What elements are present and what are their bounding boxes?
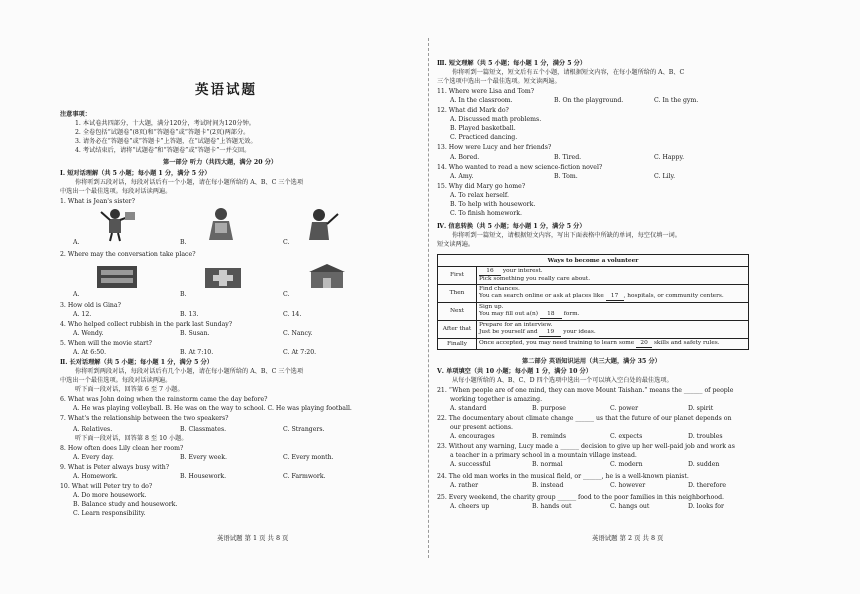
option: D. troubles bbox=[688, 433, 723, 440]
question-21-cont: working together is amazing. bbox=[450, 396, 543, 403]
cell-text: , hospitals, or community centers. bbox=[623, 293, 724, 299]
option: D. therefore bbox=[688, 482, 727, 489]
option: B. Housework. bbox=[180, 473, 227, 480]
option: A. Bored. bbox=[450, 154, 480, 161]
question-6: 6. What was John doing when the rainstorm came the day before? bbox=[60, 396, 268, 403]
section4-heading: Ⅳ. 信息转换（共 5 小题；每小题 1 分，满分 5 分） bbox=[437, 223, 586, 230]
option: A. He was playing volleyball. B. He was on the way to school. C. He was playing football. bbox=[73, 405, 352, 412]
cell-text: You may fill out a(n) bbox=[479, 311, 538, 317]
question-11: 11. Where were Lisa and Tom? bbox=[437, 88, 535, 95]
option: A. To relax herself. bbox=[450, 192, 509, 199]
question-14: 14. Who wanted to read a new science-fiction novel? bbox=[437, 164, 603, 171]
option: B. Played basketball. bbox=[450, 125, 516, 132]
section5-heading: Ⅴ. 单项填空（共 10 小题；每小题 1 分，满分 10 分） bbox=[437, 368, 592, 375]
step-label: First bbox=[438, 267, 477, 285]
cell-text: skills and safety rules. bbox=[653, 340, 720, 346]
question-13: 13. How were Lucy and her friends? bbox=[437, 144, 552, 151]
musician-picture-icon bbox=[97, 206, 137, 242]
option: D. spirit bbox=[688, 405, 714, 412]
table-cell bbox=[477, 267, 749, 285]
table-cell bbox=[477, 339, 749, 350]
option: B. Every week. bbox=[180, 454, 227, 461]
blank-20: 20 bbox=[636, 340, 652, 348]
option: C. In the gym. bbox=[654, 97, 699, 104]
question-9: 9. What is Peter always busy with? bbox=[60, 464, 170, 471]
cell-text: Just be yourself and bbox=[479, 329, 538, 335]
section2-instruction: 你将听到两段对话，每段对话后有几个小题，请在每小题所给的 A、B、C 三个选项 bbox=[75, 368, 304, 375]
step-label: Finally bbox=[438, 339, 477, 350]
pic-label: B. bbox=[180, 239, 187, 246]
section4-instruction: 短文读两遍。 bbox=[437, 241, 475, 248]
section5-instruction: 从每小题所给的 A、B、C、D 四个选项中选出一个可以填入空白处的最佳选项。 bbox=[452, 377, 673, 384]
option: C. 14. bbox=[283, 311, 302, 318]
notice-item: 3. 请务必在“答题卷”或“答题卡”上答题，在“试题卷”上答题无效。 bbox=[75, 138, 257, 145]
section4-instruction: 你将听到一篇短文，请根据短文内容，写出下面表格中所缺的单词，每空仅填一词。 bbox=[452, 232, 681, 239]
question-5: 5. When will the movie start? bbox=[60, 340, 152, 347]
question-22-cont: our present actions. bbox=[450, 424, 513, 431]
option: D. looks for bbox=[688, 503, 724, 510]
option: A. 12. bbox=[73, 311, 92, 318]
option: A. Wendy. bbox=[73, 330, 104, 337]
cell-text: Find chances. bbox=[479, 286, 520, 292]
cell-text: your ideas. bbox=[563, 329, 596, 335]
option: B. Susan. bbox=[180, 330, 210, 337]
step-label: Then bbox=[438, 285, 477, 303]
table-cell bbox=[477, 321, 749, 339]
option: B. At 7:10. bbox=[180, 349, 214, 356]
cell-text: Pick something you really care about. bbox=[479, 276, 591, 282]
section3-heading: Ⅲ. 短文理解（共 5 小题；每小题 1 分，满分 5 分） bbox=[437, 60, 587, 67]
option: B. instead bbox=[532, 482, 564, 489]
section1-heading: Ⅰ. 短对话理解（共 5 小题；每小题 1 分，满分 5 分） bbox=[60, 170, 211, 177]
option: C. Nancy. bbox=[283, 330, 313, 337]
teacher-picture-icon bbox=[305, 206, 341, 242]
option: C. Practiced dancing. bbox=[450, 134, 518, 141]
exam-title: 英语试题 bbox=[195, 82, 257, 98]
info-table bbox=[437, 254, 749, 350]
option: A. successful bbox=[450, 461, 491, 468]
option: A. Discussed math problems. bbox=[450, 116, 542, 123]
option: B. Tired. bbox=[554, 154, 582, 161]
table-heading: Ways to become a volunteer bbox=[438, 255, 749, 267]
pic-label: A. bbox=[73, 239, 80, 246]
option: A. cheers up bbox=[450, 503, 490, 510]
option: B. purpose bbox=[532, 405, 566, 412]
question-15: 15. Why did Mary go home? bbox=[437, 183, 526, 190]
step-label: After that bbox=[438, 321, 477, 339]
question-24: 24. The old man works in the musical field, or ______, he is a well-known pianist. bbox=[437, 473, 689, 480]
question-8: 8. How often does Lily clean her room? bbox=[60, 445, 184, 452]
option: A. Relatives. bbox=[73, 426, 113, 433]
option: B. normal bbox=[532, 461, 563, 468]
option: B. To help with housework. bbox=[450, 201, 536, 208]
pic-label: B. bbox=[180, 291, 187, 298]
option: A. In the classroom. bbox=[450, 97, 513, 104]
question-10: 10. What will Peter try to do? bbox=[60, 483, 153, 490]
option: C. modern bbox=[610, 461, 643, 468]
option: A. Every day. bbox=[73, 454, 114, 461]
question-1: 1. What is Jean's sister? bbox=[60, 198, 135, 205]
question-21: 21. “When people are of one mind, they can move Mount Taishan.” means the ______ of people bbox=[437, 387, 734, 394]
pic-label: C. bbox=[283, 291, 290, 298]
cell-text: form. bbox=[563, 311, 580, 317]
store-picture-icon bbox=[305, 262, 349, 290]
page-divider bbox=[428, 38, 429, 558]
notice-item: 2. 全卷包括“试题卷”(8页)和“答题卷”或“答题卡”(2页)两部分。 bbox=[75, 129, 250, 136]
pic-label: A. bbox=[73, 291, 80, 298]
option: B. reminds bbox=[532, 433, 567, 440]
option: A. At 6:50. bbox=[73, 349, 107, 356]
section2-subheading: 听下面一段对话，回答第 6 至 7 小题。 bbox=[75, 386, 184, 393]
section3-instruction: 三个选项中选出一个最佳选项。短文读两遍。 bbox=[437, 78, 561, 85]
section2-heading: Ⅱ. 长对话理解（共 5 小题；每小题 1 分，满分 5 分） bbox=[60, 359, 213, 366]
section1-instruction: 你将听到五段对话，每段对话后有一个小题，请在每小题所给的 A、B、C 三个选项 bbox=[75, 179, 304, 186]
doctor-picture-icon bbox=[203, 206, 239, 242]
section1-instruction: 中选出一个最佳选项。每段对话读两遍。 bbox=[60, 188, 172, 195]
page-footer: 英语试题 第 1 页 共 8 页 bbox=[217, 534, 289, 542]
cell-text: Sign up. bbox=[479, 304, 504, 310]
question-3: 3. How old is Gina? bbox=[60, 302, 121, 309]
option: A. rather bbox=[450, 482, 479, 489]
option: B. hands out bbox=[532, 503, 572, 510]
hospital-picture-icon bbox=[201, 262, 245, 290]
option: C. hangs out bbox=[610, 503, 650, 510]
question-2: 2. Where may the conversation take place? bbox=[60, 251, 196, 258]
option: C. Lily. bbox=[654, 173, 676, 180]
question-4: 4. Who helped collect rubbish in the park last Sunday? bbox=[60, 321, 233, 328]
option: A. encourages bbox=[450, 433, 495, 440]
cell-text: Prepare for an interview. bbox=[479, 322, 553, 328]
option: A. Amy. bbox=[450, 173, 474, 180]
library-picture-icon bbox=[95, 262, 139, 290]
option: B. 13. bbox=[180, 311, 199, 318]
section3-instruction: 你将听到一篇短文，短文后有五个小题，请根据短文内容，在每小题所给的 A、B、C bbox=[452, 69, 685, 76]
cell-text: You can search online or ask at places like bbox=[479, 293, 604, 299]
blank-16: 16 bbox=[479, 268, 501, 276]
notice-item: 1. 本试卷共四部分，十大题，满分120分，考试时间为120分钟。 bbox=[75, 120, 255, 127]
step-label: Next bbox=[438, 303, 477, 321]
question-22: 22. The documentary about climate change ______ us that the future of our planet depends on bbox=[437, 415, 732, 422]
option: B. Classmates. bbox=[180, 426, 227, 433]
question-23-cont: a teacher in a primary school in a mountain village instead. bbox=[450, 452, 637, 459]
option: B. On the playground. bbox=[554, 97, 624, 104]
table-cell bbox=[477, 303, 749, 321]
notice-heading: 注意事项： bbox=[60, 111, 91, 118]
option: C. Happy. bbox=[654, 154, 685, 161]
cell-text: Once accepted, you may need training to learn some bbox=[479, 340, 635, 346]
question-23: 23. Without any warning, Lucy made a ______ decision to give up her well-paid job and work as bbox=[437, 443, 735, 450]
notice-item: 4. 考试结束后，请将“试题卷”和“答题卷”或“答题卡”一并交回。 bbox=[75, 147, 251, 154]
blank-18: 18 bbox=[540, 311, 562, 319]
option: C. Every month. bbox=[283, 454, 334, 461]
blank-19: 19 bbox=[539, 329, 561, 337]
section2-subheading: 听下面一段对话，回答第 8 至 10 小题。 bbox=[75, 435, 188, 442]
option: C. To finish homework. bbox=[450, 210, 522, 217]
option: C. At 7:20. bbox=[283, 349, 317, 356]
section2-instruction: 中选出一个最佳选项。每段对话读两遍。 bbox=[60, 377, 172, 384]
right-page bbox=[432, 0, 837, 594]
part1-heading: 第一部分 听力（共四大题，满分 20 分） bbox=[163, 159, 278, 166]
option: D. sudden bbox=[688, 461, 720, 468]
blank-17: 17 bbox=[606, 293, 624, 301]
option: B. Tom. bbox=[554, 173, 578, 180]
option: B. Balance study and housework. bbox=[73, 501, 178, 508]
option: A. Do more housework. bbox=[73, 492, 147, 499]
pic-label: C. bbox=[283, 239, 290, 246]
question-25: 25. Every weekend, the charity group ______ food to the poor families in this neighborhood. bbox=[437, 494, 724, 501]
question-7: 7. What's the relationship between the two speakers? bbox=[60, 415, 229, 422]
option: A. Homework. bbox=[73, 473, 118, 480]
option: C. Strangers. bbox=[283, 426, 325, 433]
option: C. however bbox=[610, 482, 646, 489]
option: A. standard bbox=[450, 405, 487, 412]
cell-text: your interest. bbox=[502, 268, 543, 274]
page-footer: 英语试题 第 2 页 共 8 页 bbox=[592, 534, 664, 542]
table-cell bbox=[477, 285, 749, 303]
left-page bbox=[55, 0, 460, 594]
option: C. Learn responsibility. bbox=[73, 510, 146, 517]
option: C. power bbox=[610, 405, 639, 412]
option: C. Farmwork. bbox=[283, 473, 326, 480]
part2-heading: 第二部分 英语知识运用（共三大题，满分 35 分） bbox=[522, 358, 661, 365]
option: C. expects bbox=[610, 433, 643, 440]
question-12: 12. What did Mark do? bbox=[437, 107, 509, 114]
